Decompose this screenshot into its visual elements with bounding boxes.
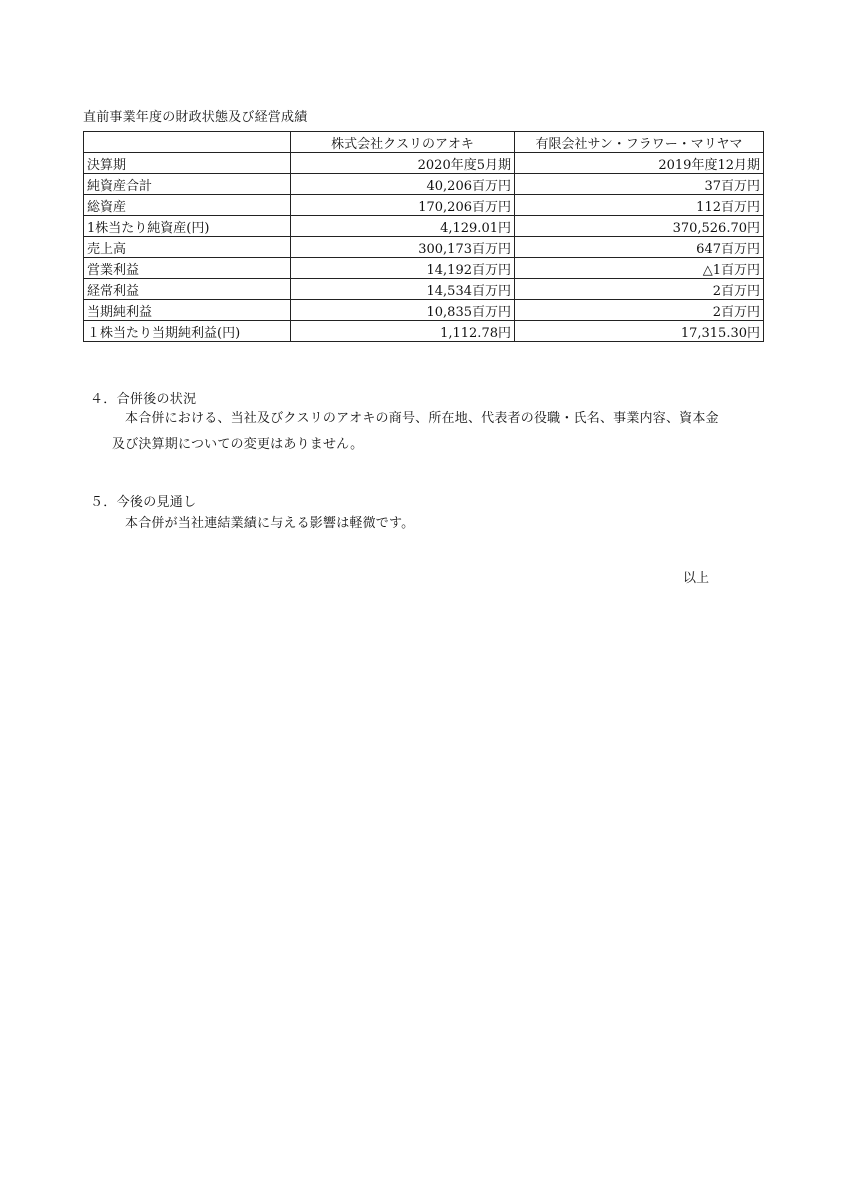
row-label: 決算期 xyxy=(84,153,291,174)
company1-value: 4,129.01円 xyxy=(291,216,515,237)
company2-value: 112百万円 xyxy=(515,195,764,216)
table-row xyxy=(84,279,764,300)
section4-body xyxy=(112,406,772,458)
header-company1: 株式会社クスリのアオキ xyxy=(291,132,515,153)
row-label: 総資産 xyxy=(84,195,291,216)
header-empty-cell xyxy=(84,132,291,153)
row-label: 営業利益 xyxy=(84,258,291,279)
table-row xyxy=(84,237,764,258)
company2-value: △1百万円 xyxy=(515,258,764,279)
table-heading: 直前事業年度の財政状態及び経営成績 xyxy=(83,110,308,125)
company1-value: 170,206百万円 xyxy=(291,195,515,216)
company1-value: 300,173百万円 xyxy=(291,237,515,258)
table-row xyxy=(84,216,764,237)
company2-value: 37百万円 xyxy=(515,174,764,195)
closing-mark: 以上 xyxy=(683,571,710,586)
row-label: 1株当たり純資産(円) xyxy=(84,216,291,237)
table-row xyxy=(84,258,764,279)
header-company2: 有限会社サン・フラワー・マリヤマ xyxy=(515,132,764,153)
row-label: 純資産合計 xyxy=(84,174,291,195)
table-header-row xyxy=(84,132,764,153)
row-label: 当期純利益 xyxy=(84,300,291,321)
table-row xyxy=(84,195,764,216)
company1-value: 40,206百万円 xyxy=(291,174,515,195)
company1-value: 1,112.78円 xyxy=(291,321,515,342)
financial-table xyxy=(83,131,764,342)
section5-title: ５．今後の見通し xyxy=(90,495,197,510)
company1-value: 2020年度5月期 xyxy=(291,153,515,174)
table-row xyxy=(84,153,764,174)
company2-value: 2019年度12月期 xyxy=(515,153,764,174)
company2-value: 647百万円 xyxy=(515,237,764,258)
section4-line1: 本合併における、当社及びクスリのアオキの商号、所在地、代表者の役職・氏名、事業内容、資本金 xyxy=(125,411,719,426)
row-label: 経常利益 xyxy=(84,279,291,300)
company1-value: 10,835百万円 xyxy=(291,300,515,321)
company2-value: 17,315.30円 xyxy=(515,321,764,342)
company1-value: 14,192百万円 xyxy=(291,258,515,279)
company2-value: 370,526.70円 xyxy=(515,216,764,237)
company2-value: 2百万円 xyxy=(515,300,764,321)
row-label: 売上高 xyxy=(84,237,291,258)
row-label: １株当たり当期純利益(円) xyxy=(84,321,291,342)
section5-body xyxy=(112,511,772,537)
company2-value: 2百万円 xyxy=(515,279,764,300)
table-row xyxy=(84,174,764,195)
table-row xyxy=(84,300,764,321)
company1-value: 14,534百万円 xyxy=(291,279,515,300)
section4-line2: 及び決算期についての変更はありません。 xyxy=(112,437,364,452)
table-row xyxy=(84,321,764,342)
section5-line1: 本合併が当社連結業績に与える影響は軽微です。 xyxy=(125,516,415,531)
section4-title: ４．合併後の状況 xyxy=(90,392,197,407)
